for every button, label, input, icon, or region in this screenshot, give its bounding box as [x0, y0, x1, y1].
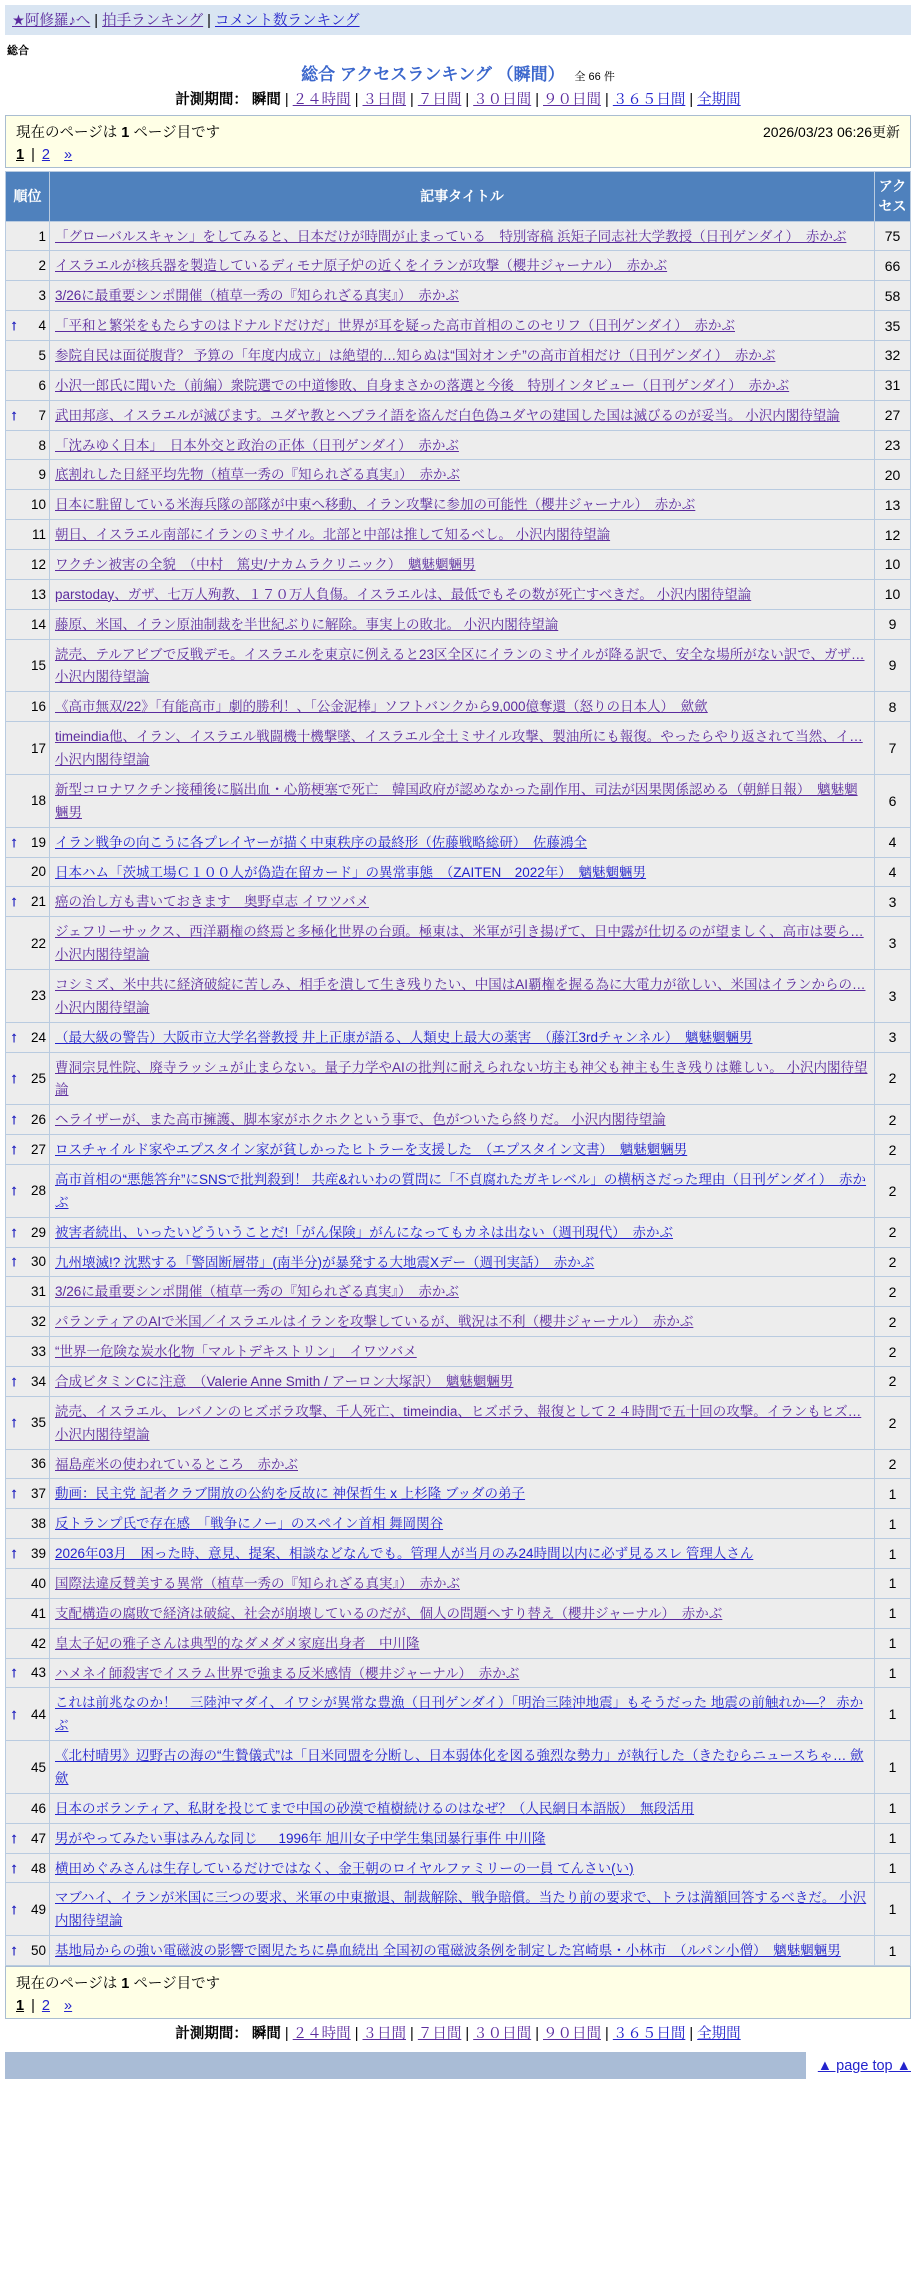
rank-number: 47 [30, 1830, 46, 1846]
page-title: 総合 アクセスランキング （瞬間） [301, 65, 565, 84]
period-nav-bottom [5, 2022, 911, 2043]
separator [53, 147, 61, 163]
page-indicator [16, 1972, 900, 1993]
table-row [6, 1217, 911, 1247]
table-row [6, 609, 911, 639]
access-count: 1 [875, 1509, 911, 1539]
period-label: 計測期間： [175, 92, 248, 108]
article-link[interactable]: ジェフリーサックス、西洋覇権の終焉と多極化世界の台頭。極東は、米軍が引き揚げて、日中露が仕切るのが望ましく、高市は要ら… 小沢内閣待望論 [55, 924, 864, 963]
separator: | [27, 147, 39, 163]
access-count: 2 [875, 1247, 911, 1277]
table-row [6, 251, 911, 281]
pager-page[interactable]: 2 [41, 147, 50, 163]
period-option[interactable]: ３０日間 [473, 2026, 532, 2043]
rank-number: 16 [30, 699, 46, 715]
rank-up-icon: ↑ [10, 1485, 18, 1503]
table-row [6, 1658, 911, 1688]
separator: | [461, 92, 474, 108]
article-link[interactable]: 藤原、米国、イラン原油制裁を半世紀ぶりに解除。事実上の敗北。 小沢内閣待望論 [55, 616, 559, 632]
access-count: 3 [875, 887, 911, 917]
pager-bottom [16, 1998, 900, 2014]
table-row [6, 341, 911, 371]
rank-up-icon: ↑ [10, 1545, 18, 1563]
article-link[interactable]: 癌の治し方も書いておきます 奥野卓志 イワツバメ [55, 894, 369, 910]
access-count: 2 [875, 1337, 911, 1367]
table-row [6, 1307, 911, 1337]
rank-number: 35 [30, 1415, 46, 1431]
table-row [6, 1164, 911, 1217]
article-link[interactable]: （最大級の警告）大阪市立大学名誉教授 井上正康が語る、人類史上最大の薬害 （藤江3rdチャンネル） 魑魅魍魎男 [55, 1029, 753, 1045]
access-count: 10 [875, 550, 911, 580]
article-link[interactable]: parstoday、ガザ、七万人殉教、１７０万人負傷。イスラエルは、最低でもその数が死亡すべきだ。 小沢内閣待望論 [55, 586, 752, 602]
period-option[interactable]: ７日間 [417, 2026, 462, 2043]
table-row [6, 1598, 911, 1628]
separator: | [350, 92, 363, 108]
rank-number: 15 [30, 657, 46, 673]
table-row [6, 917, 911, 970]
table-row [6, 887, 911, 917]
pager-page[interactable]: 1 [16, 1998, 25, 2015]
rank-number: 48 [30, 1860, 46, 1876]
article-link[interactable]: 横田めぐみさんは生存しているだけではなく、金王朝のロイヤルファミリーの一員 てんさい(い) [55, 1860, 634, 1876]
rank-number: 17 [30, 740, 46, 756]
rank-up-icon: ↑ [10, 1859, 18, 1877]
access-count: 1 [875, 1568, 911, 1598]
table-row [6, 1366, 911, 1396]
table-row [6, 1568, 911, 1598]
rank-number: 7 [38, 407, 46, 423]
article-link[interactable]: 「平和と繁栄をもたらすのはドナルドだけだ」世界が耳を疑った高市首相のこのセリフ（日刊ゲンダイ） 赤かぶ [55, 318, 735, 334]
access-count: 2 [875, 1052, 911, 1105]
rank-up-icon: ↑ [10, 1141, 18, 1159]
access-count: 2 [875, 1449, 911, 1479]
rank-number: 19 [30, 834, 46, 850]
rank-up-icon: ↑ [10, 1942, 18, 1960]
rank-number: 6 [38, 377, 46, 393]
rank-up-icon: ↑ [10, 1223, 18, 1241]
page-indicator-number: 1 [121, 125, 130, 141]
access-count: 1 [875, 1793, 911, 1823]
article-link[interactable]: 日本のボランティア、私財を投じてまで中国の砂漠で植樹続けるのはなぜ？（人民網日本語版） 無段活用 [55, 1800, 695, 1816]
article-link[interactable]: イスラエルが核兵器を製造しているディモナ原子炉の近くをイランが攻撃（櫻井ジャーナル） 赤かぶ [55, 258, 668, 274]
access-count: 2 [875, 1217, 911, 1247]
access-count: 4 [875, 857, 911, 887]
article-link[interactable]: 《北村晴男》辺野古の海の“生贄儀式”は「日米同盟を分断し、日本弱体化を図る強烈な勢力」が執行した（きたむらニュースちゃ… 歛歛 [55, 1748, 864, 1786]
table-row [6, 460, 911, 490]
pager-page[interactable]: 2 [41, 1998, 50, 2015]
table-row [6, 774, 911, 827]
table-row [6, 520, 911, 550]
table-row [6, 579, 911, 609]
period-option[interactable]: ３６５日間 [612, 92, 686, 108]
rank-number: 5 [38, 347, 46, 363]
period-option[interactable]: ３日間 [362, 92, 407, 108]
article-link[interactable]: timeindia他、イラン、イスラエル戦闘機十機撃墜、イスラエル全土ミサイル攻撃、製油所にも報復。やったらやり返されて当然、イ… 小沢内閣待望論 [55, 729, 863, 768]
article-link[interactable]: 男がやってみたい事はみんな同じ ＿ 1996年 旭川女子中学生集団暴行事件 中川隆 [55, 1830, 546, 1846]
rank-number: 44 [30, 1706, 46, 1722]
article-link[interactable]: 福島産米の使われているところ 赤かぶ [55, 1456, 298, 1472]
footer-row [5, 2052, 911, 2079]
separator: | [27, 1998, 39, 2015]
table-header-row [6, 172, 911, 222]
access-count: 1 [875, 1479, 911, 1509]
access-count: 75 [875, 221, 911, 251]
access-count: 6 [875, 774, 911, 827]
rank-number: 33 [30, 1344, 46, 1360]
table-row [6, 1449, 911, 1479]
rank-up-icon: ↑ [10, 1705, 18, 1723]
rank-number: 40 [30, 1575, 46, 1591]
article-link[interactable]: 朝日、イスラエル南部にイランのミサイル。北部と中部は推して知るべし。 小沢内閣待望論 [55, 527, 611, 543]
separator: | [280, 2026, 293, 2043]
pager-next[interactable]: » [64, 147, 73, 163]
rank-number: 23 [30, 988, 46, 1004]
table-row [6, 1539, 911, 1569]
access-count: 1 [875, 1936, 911, 1966]
article-link[interactable]: 参院自民は面従腹背？ 予算の「年度内成立」は絶望的…知らぬは“国対オンチ”の高市首相だけ（日刊ゲンダイ） 赤かぶ [55, 348, 776, 364]
article-link[interactable]: 動画：民主党 記者クラブ開放の公約を反故に 神保哲生 x 上杉隆 ブッダの弟子 [55, 1486, 526, 1502]
access-count: 4 [875, 827, 911, 857]
rank-up-icon: ↑ [10, 1182, 18, 1200]
article-link[interactable]: 「グローバルスキャン」をしてみると、日本だけが時間が止まっている 特別寄稿 浜矩子同志社大学教授（日刊ゲンダイ） 赤かぶ [55, 228, 847, 244]
access-count: 1 [875, 1658, 911, 1688]
page-indicator-prefix: 現在のページは [16, 1976, 122, 1993]
rank-number: 39 [30, 1546, 46, 1562]
page-indicator [16, 121, 220, 142]
rank-up-icon: ↑ [10, 1069, 18, 1087]
pager-page[interactable]: 1 [16, 147, 25, 163]
table-row [6, 430, 911, 460]
article-link[interactable]: これは前兆なのか！ 三陸沖マダイ、イワシが異常な豊漁（日刊ゲンダイ）「明治三陸沖地震」もそうだった 地震の前触れか―？ 赤かぶ [55, 1695, 864, 1734]
article-link[interactable]: マブハイ、イランが米国に三つの要求、米軍の中東撤退、制裁解除、戦争賠償。当たり前の要求で、トラは満額回答するべきだ。 小沢内閣待望論 [55, 1890, 867, 1929]
rank-number: 38 [30, 1516, 46, 1532]
article-link[interactable]: 日本に駐留している米海兵隊の部隊が中東へ移動、イラン攻撃に参加の可能性（櫻井ジャーナル） 赤かぶ [55, 497, 696, 513]
period-option[interactable]: ２４時間 [292, 92, 351, 108]
separator: | [601, 92, 613, 108]
top-nav [5, 5, 911, 35]
separator: | [531, 2026, 543, 2043]
period-label: 計測期間： [175, 2026, 248, 2043]
period-nav-top [5, 88, 911, 109]
period-option[interactable]: ３６５日間 [612, 2026, 686, 2043]
rank-number: 1 [38, 228, 46, 244]
rank-number: 14 [30, 616, 46, 632]
rank-up-icon: ↑ [10, 1414, 18, 1432]
rank-up-icon: ↑ [10, 893, 18, 911]
access-count: 1 [875, 1823, 911, 1853]
table-row [6, 1479, 911, 1509]
access-count: 10 [875, 579, 911, 609]
table-row [6, 857, 911, 887]
pager-box-bottom [5, 1966, 911, 2019]
article-link[interactable]: 被害者続出、いったいどういうことだ!「がん保険」がんになってもカネは出ない（週刊現代） 赤かぶ [55, 1224, 673, 1240]
access-count: 2 [875, 1396, 911, 1449]
rank-number: 18 [30, 793, 46, 809]
access-count: 31 [875, 370, 911, 400]
rank-number: 41 [30, 1605, 46, 1621]
table-row [6, 400, 911, 430]
rank-number: 12 [30, 556, 46, 572]
table-row [6, 692, 911, 722]
access-count: 27 [875, 400, 911, 430]
rank-number: 31 [30, 1284, 46, 1300]
rank-number: 36 [30, 1456, 46, 1472]
access-count: 23 [875, 430, 911, 460]
table-row [6, 722, 911, 775]
rank-number: 22 [30, 935, 46, 951]
access-count: 2 [875, 1307, 911, 1337]
access-count: 32 [875, 341, 911, 371]
period-option[interactable]: 全期間 [697, 2026, 741, 2043]
article-link[interactable]: 九州壊滅!? 沈黙する「警固断層帯」(南半分)が暴発する大地震Xデー（週刊実話） 赤かぶ [55, 1254, 595, 1270]
period-option[interactable]: ９０日間 [543, 92, 601, 108]
table-row [6, 1105, 911, 1135]
table-row [6, 1936, 911, 1966]
article-link[interactable]: 新型コロナワクチン接種後に脳出血・心筋梗塞で死亡 韓国政府が認めなかった副作用、司法が因果関係認める（朝鮮日報） 魑魅魍魎男 [55, 781, 858, 820]
page-indicator-suffix: ページ目です [129, 125, 221, 141]
rank-up-icon: ↑ [10, 1028, 18, 1046]
access-count: 9 [875, 639, 911, 692]
updated-timestamp: 2026/03/23 06:26更新 [763, 124, 900, 140]
rank-up-icon: ↑ [10, 1664, 18, 1682]
table-row [6, 1135, 911, 1165]
page-indicator-suffix: ページ目です [129, 1976, 221, 1993]
rank-number: 45 [30, 1759, 46, 1775]
page-indicator-prefix: 現在のページは [16, 125, 122, 141]
separator: | [406, 2026, 418, 2043]
table-row [6, 1022, 911, 1052]
table-row [6, 1853, 911, 1883]
separator: | [461, 2026, 474, 2043]
rank-number: 4 [38, 318, 46, 334]
title-line [5, 60, 911, 85]
article-link[interactable]: 武田邦彦、イスラエルが滅びます。ユダヤ教とヘブライ語を盗んだ白色偽ユダヤの建国した国は滅びるのが妥当。 小沢内閣待望論 [55, 407, 840, 423]
total-count: 全 66 件 [574, 71, 615, 83]
rank-number: 10 [30, 497, 46, 513]
article-link[interactable]: 読売、イスラエル、レバノンのヒズボラ攻撃、千人死亡、timeindia、ヒズボラ、報復として２４時間で五十回の攻撃。イランもヒズ… 小沢内閣待望論 [55, 1403, 862, 1442]
rank-number: 26 [30, 1112, 46, 1128]
rank-number: 21 [30, 894, 46, 910]
access-count: 3 [875, 969, 911, 1022]
access-count: 58 [875, 281, 911, 311]
access-count: 2 [875, 1366, 911, 1396]
article-link[interactable]: 小沢一郎氏に聞いた（前編）衆院選での中道惨敗、自身まさかの落選と今後 特別インタビュー（日刊ゲンダイ） 赤かぶ [55, 377, 790, 393]
period-option[interactable]: ２４時間 [292, 2026, 351, 2043]
table-row [6, 639, 911, 692]
nav-link[interactable]: 拍手ランキング [102, 13, 204, 29]
period-option[interactable]: ７日間 [417, 92, 462, 108]
period-option[interactable]: ９０日間 [543, 2026, 601, 2043]
table-row [6, 969, 911, 1022]
article-link[interactable]: ヘライザーが、また高市擁護、脚本家がホクホクという事で、色がついたら終りだ。 小沢内閣待望論 [55, 1112, 666, 1128]
article-link[interactable]: “世界一危険な炭水化物「マルトデキストリン」 イワツバメ [55, 1344, 417, 1360]
rank-number: 29 [30, 1224, 46, 1240]
column-header-title: 記事タイトル [50, 172, 875, 222]
separator: | [531, 92, 543, 108]
table-row [6, 1509, 911, 1539]
article-link[interactable]: コシミズ、米中共に経済破綻に苦しみ、相手を潰して生き残りたい、中国はAI覇権を握る為に大電力が欲しい、米国はイランからの… 小沢内閣待望論 [55, 976, 866, 1015]
period-option[interactable]: ３日間 [362, 2026, 407, 2043]
table-row [6, 370, 911, 400]
article-link[interactable]: 読売、テルアビブで反戦デモ。イスラエルを東京に例えると23区全区にイランのミサイルが降る訳で、安全な場所がない訳で、ガザ… 小沢内閣待望論 [55, 646, 865, 685]
article-link[interactable]: 《高市無双/22》「有能高市」劇的勝利！、「公金泥棒」ソフトバンクから9,000億奪還（怒りの日本人） 歛歛 [55, 699, 708, 715]
article-link[interactable]: 高市首相の“悪態答弁”にSNSで批判殺到！ 共産&れいわの質問に「不貞腐れたガキレベル」の横柄さだった理由（日刊ゲンダイ） 赤かぶ [55, 1171, 867, 1210]
separator: | [203, 13, 215, 29]
article-link[interactable]: 「沈みゆく日本」 日本外交と政治の正体（日刊ゲンダイ） 赤かぶ [55, 437, 459, 453]
access-count: 1 [875, 1688, 911, 1741]
article-link[interactable]: 3/26に最重要シンポ開催（植草一秀の『知られざる真実』） 赤かぶ [55, 288, 459, 304]
access-count: 2 [875, 1135, 911, 1165]
nav-link[interactable]: コメント数ランキング [214, 13, 360, 29]
rank-number: 34 [30, 1373, 46, 1389]
pager-box-top [5, 115, 911, 168]
access-count: 8 [875, 692, 911, 722]
article-link[interactable]: 基地局からの強い電磁波の影響で園児たちに鼻血続出 全国初の電磁波条例を制定した宮崎県・小林市 （ルパン小僧） 魑魅魍魎男 [55, 1943, 841, 1959]
access-count: 1 [875, 1598, 911, 1628]
rank-up-icon: ↑ [10, 1900, 18, 1918]
article-link[interactable]: ロスチャイルド家やエプスタイン家が貧しかったヒトラーを支援した （エプスタイン文書） 魑魅魍魎男 [55, 1142, 688, 1158]
article-link[interactable]: 日本ハム「茨城工場Ｃ１００人が偽造在留カード」の異常事態 （ZAITEN 2022年） 魑魅魍魎男 [55, 864, 647, 880]
rank-number: 3 [38, 288, 46, 304]
rank-up-icon: ↑ [10, 1253, 18, 1271]
table-row [6, 1277, 911, 1307]
access-count: 35 [875, 311, 911, 341]
access-count: 12 [875, 520, 911, 550]
rank-number: 24 [30, 1029, 46, 1045]
table-row [6, 1628, 911, 1658]
access-count: 1 [875, 1741, 911, 1794]
access-count: 7 [875, 722, 911, 775]
rank-number: 42 [30, 1635, 46, 1651]
rank-up-icon: ↑ [10, 833, 18, 851]
ranking-table [5, 171, 911, 1966]
access-count: 66 [875, 251, 911, 281]
access-count: 1 [875, 1539, 911, 1569]
page-indicator-number: 1 [121, 1976, 130, 1993]
article-link[interactable]: ハメネイ師殺害でイスラム世界で強まる反米感情（櫻井ジャーナル） 赤かぶ [55, 1665, 520, 1681]
separator: | [406, 92, 418, 108]
article-link[interactable]: 3/26に最重要シンポ開催（植草一秀の『知られざる真実』） 赤かぶ [55, 1284, 459, 1300]
rank-number: 9 [38, 467, 46, 483]
period-option-current: 瞬間 [251, 2026, 281, 2043]
rank-number: 28 [30, 1183, 46, 1199]
rank-up-icon: ↑ [10, 406, 18, 424]
access-count: 13 [875, 490, 911, 520]
separator: | [90, 13, 103, 29]
rank-number: 50 [30, 1943, 46, 1959]
rank-number: 8 [38, 437, 46, 453]
article-link[interactable]: イラン戦争の向こうに各プレイヤーが描く中東秩序の最終形（佐藤戦略総研） 佐藤鴻全 [55, 834, 588, 850]
rank-number: 43 [30, 1665, 46, 1681]
table-row [6, 281, 911, 311]
rank-number: 46 [30, 1800, 46, 1816]
category-label: 総合 [7, 45, 29, 57]
period-option-current: 瞬間 [251, 92, 281, 108]
nav-link[interactable]: ★阿修羅♪へ [12, 13, 91, 29]
rank-up-icon: ↑ [10, 1111, 18, 1129]
rank-number: 32 [30, 1314, 46, 1330]
separator: | [280, 92, 293, 108]
separator: | [685, 92, 698, 108]
table-row [6, 1247, 911, 1277]
access-count: 9 [875, 609, 911, 639]
table-row [6, 827, 911, 857]
article-link[interactable]: 支配構造の腐敗で経済は破綻、社会が崩壊しているのだが、個人の問題へすり替え（櫻井ジャーナル） 赤かぶ [55, 1605, 723, 1621]
column-header-rank: 順位 [6, 172, 50, 222]
access-count: 1 [875, 1628, 911, 1658]
table-row [6, 1688, 911, 1741]
table-row [6, 1823, 911, 1853]
footer-bar [5, 2052, 806, 2079]
access-count: 3 [875, 1022, 911, 1052]
table-row [6, 1741, 911, 1794]
article-link[interactable]: 反トランプ氏で存在感 「戦争にノー」のスペイン首相 舞岡関谷 [55, 1516, 444, 1532]
period-option[interactable]: 全期間 [697, 92, 741, 108]
separator: | [350, 2026, 363, 2043]
article-link[interactable]: 皇太子妃の雅子さんは典型的なダメダメ家庭出身者 中川隆 [55, 1635, 420, 1651]
access-count: 20 [875, 460, 911, 490]
article-link[interactable]: 国際法違反賛美する異常（植草一秀の『知られざる真実』） 赤かぶ [55, 1575, 460, 1591]
separator: | [601, 2026, 613, 2043]
table-row [6, 1793, 911, 1823]
separator [53, 1998, 61, 2014]
article-link[interactable]: 合成ビタミンCに注意 （Valerie Anne Smith / アーロン大塚訳） 魑魅魍魎男 [55, 1373, 514, 1389]
rank-number: 30 [30, 1254, 46, 1270]
rank-up-icon: ↑ [10, 1372, 18, 1390]
table-row [6, 1883, 911, 1936]
table-row [6, 1052, 911, 1105]
separator: | [685, 2026, 698, 2043]
rank-number: 11 [31, 527, 46, 543]
rank-up-icon: ↑ [10, 1829, 18, 1847]
table-row [6, 550, 911, 580]
rank-number: 2 [38, 258, 46, 274]
article-link[interactable]: 底割れした日経平均先物（植草一秀の『知られざる真実』） 赤かぶ [55, 467, 460, 483]
pager-next[interactable]: » [64, 1998, 73, 2015]
access-count: 1 [875, 1853, 911, 1883]
column-header-access: アクセス [875, 172, 911, 222]
access-count: 1 [875, 1883, 911, 1936]
article-link[interactable]: 2026年03月 困った時、意見、提案、相談などなんでも。管理人が当月のみ24時間以内に必ず見るスレ 管理人さん [55, 1546, 754, 1562]
table-row [6, 490, 911, 520]
access-count: 3 [875, 917, 911, 970]
article-link[interactable]: パランティアのAIで米国／イスラエルはイランを攻撃しているが、戦況は不利（櫻井ジャーナル） 赤かぶ [55, 1314, 694, 1330]
rank-number: 13 [30, 586, 46, 602]
rank-number: 20 [30, 864, 46, 880]
table-row [6, 311, 911, 341]
pager-top [16, 147, 900, 163]
rank-up-icon: ↑ [10, 317, 18, 335]
access-count: 2 [875, 1105, 911, 1135]
rank-number: 37 [30, 1486, 46, 1502]
table-row [6, 1337, 911, 1367]
access-count: 2 [875, 1164, 911, 1217]
article-link[interactable]: ワクチン被害の全貌 （中村 篤史/ナカムラクリニック） 魑魅魍魎男 [55, 557, 476, 573]
access-count: 2 [875, 1277, 911, 1307]
period-option[interactable]: ３０日間 [473, 92, 532, 108]
article-link[interactable]: 曹洞宗見性院、廃寺ラッシュが止まらない。量子力学やAIの批判に耐えられない坊主も神父も神主も生き残りは難しい。 小沢内閣待望論 [55, 1059, 868, 1098]
rank-number: 27 [30, 1142, 46, 1158]
table-row [6, 221, 911, 251]
rank-number: 25 [30, 1070, 46, 1086]
rank-number: 49 [30, 1901, 46, 1917]
page-top-link[interactable]: ▲ page top ▲ [817, 2057, 911, 2074]
table-row [6, 1396, 911, 1449]
